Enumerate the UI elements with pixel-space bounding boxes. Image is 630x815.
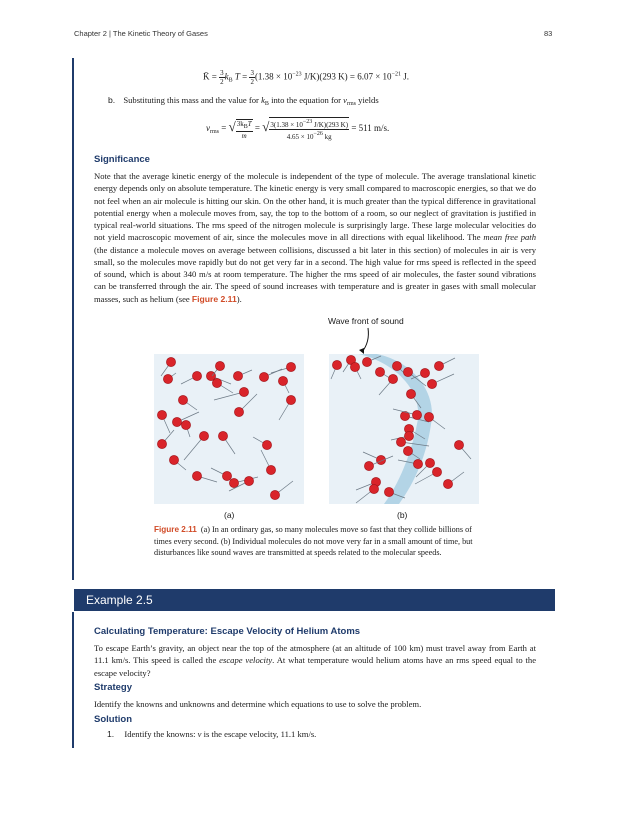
molecule bbox=[157, 410, 166, 419]
molecule bbox=[286, 362, 295, 371]
example-heading: Calculating Temperature: Escape Velocity of Helium Atoms bbox=[94, 626, 361, 637]
t-equals: = bbox=[239, 71, 250, 82]
molecule bbox=[244, 476, 253, 485]
molecule bbox=[215, 361, 224, 370]
figure-link[interactable]: Figure 2.11 bbox=[191, 293, 237, 304]
molecule bbox=[454, 440, 463, 449]
molecule bbox=[364, 461, 373, 470]
molecule bbox=[388, 374, 397, 383]
molecule bbox=[362, 357, 371, 366]
molecule bbox=[178, 395, 187, 404]
molecule bbox=[199, 431, 208, 440]
example-title-bar: Example 2.5 bbox=[74, 589, 555, 611]
wave-front-label: Wave front of sound bbox=[328, 316, 404, 326]
running-header: Chapter 2 | The Kinetic Theory of Gases bbox=[74, 29, 208, 38]
molecule bbox=[403, 446, 412, 455]
molecule bbox=[234, 407, 243, 416]
molecule bbox=[403, 367, 412, 376]
molecule bbox=[192, 371, 201, 380]
molecule bbox=[212, 378, 221, 387]
molecule bbox=[181, 420, 190, 429]
molecule bbox=[420, 368, 429, 377]
example-margin-bar-bottom bbox=[72, 612, 74, 748]
solution-heading: Solution bbox=[94, 714, 132, 725]
molecule bbox=[404, 431, 413, 440]
panel-b-sound-wave bbox=[329, 354, 479, 504]
strategy-heading: Strategy bbox=[94, 682, 133, 693]
significance-heading: Significance bbox=[94, 154, 150, 165]
molecule bbox=[166, 357, 175, 366]
wave-pointer-arrow bbox=[350, 326, 380, 356]
molecule bbox=[375, 367, 384, 376]
molecule bbox=[218, 431, 227, 440]
panel-a-label: (a) bbox=[224, 510, 235, 520]
molecule bbox=[332, 360, 341, 369]
molecule bbox=[278, 376, 287, 385]
significance-paragraph: Note that the average kinetic energy of the molecule is independent of the type of molecule. The average translational kinetic energy depends only on absolute temperature. The kinetic energy is very small compared to macroscopic energies, so that we do not feel when an air molecule is hitting our skin. On the other hand, it is much greater than the typical difference in gravitational potential energy when a molecule moves from, say, the top to the bottom of a room, so our neglect of gravitation is justified in typical real-world situations. The rms speed of the nitrogen molecule is surprisingly large. These large molecular velocities do not yield macroscopic movement of air, since the molecules move in all directions with equal likelihood. The mean free path (the distance a molecule moves on average between collisions, discussed a bit later in this section) of molecules in air is very small, so the molecules move rapidly but do not get very far in a second. The high value for rms speed is reflected in the speed of sound, which is about 340 m/s at room temperature. The higher the rms speed of air molecules, the faster sound vibrations can be transferred through the air. The speed of sound increases with temperature and is greater in gases with small molecular masses, such as helium (see Figure 2.11). bbox=[94, 171, 536, 304]
molecule bbox=[286, 395, 295, 404]
page-number: 83 bbox=[544, 29, 553, 38]
molecule bbox=[434, 361, 443, 370]
panel-b-molecules bbox=[329, 354, 479, 504]
example-problem-paragraph: To escape Earth’s gravity, an object near the top of the atmosphere (at an altitude of 100 km) must travel away from Earth at 11.1 km/s. This speed is called the escape velocity. At what temperature would helium atoms have an rms speed equal to the escape velocity? bbox=[94, 643, 537, 678]
figure-caption: Figure 2.11 (a) In an ordinary gas, so many molecules move so fast that they collide billions of times every second. (b) Individual molecules do not move very far in a small amount of time, but disturbances like sound waves are transmitted at speeds related to the molecular speeds. bbox=[154, 525, 473, 558]
molecule bbox=[432, 467, 441, 476]
molecule bbox=[169, 455, 178, 464]
molecule bbox=[413, 459, 422, 468]
molecule bbox=[222, 471, 231, 480]
example-margin-bar-top bbox=[72, 58, 74, 580]
molecule bbox=[427, 379, 436, 388]
molecule bbox=[384, 487, 393, 496]
molecule bbox=[239, 387, 248, 396]
molecule bbox=[157, 439, 166, 448]
molecule bbox=[392, 361, 401, 370]
molecule bbox=[233, 371, 242, 380]
molecule bbox=[266, 465, 275, 474]
step-b: b. Substituting this mass and the value for $k_B$ into the equation for $v_{rms}$ yields bbox=[108, 95, 379, 107]
molecule bbox=[163, 374, 172, 383]
strategy-paragraph: Identify the knowns and unknowns and determine which equations to use to solve the problem. bbox=[94, 699, 422, 709]
panel-a-molecules bbox=[154, 354, 304, 504]
molecule bbox=[443, 479, 452, 488]
molecule bbox=[192, 471, 201, 480]
molecule bbox=[412, 410, 421, 419]
molecule bbox=[229, 478, 238, 487]
panel-a-ordinary-gas bbox=[154, 354, 304, 504]
molecule bbox=[396, 437, 405, 446]
solution-step-1: 1. Identify the knowns: v is the escape velocity, 11.1 km/s. bbox=[107, 729, 317, 739]
equation-kinetic-energy: K̄ = $\frac{3}{2}$ $k_B$ T = $\frac{3}{2}$ ($1.38 \times 10^{-23}$ J/K)(293 $K) = 6.07 \times 10^{-21}$ J. bbox=[203, 69, 409, 86]
panel-b-label: (b) bbox=[397, 510, 408, 520]
molecule bbox=[262, 440, 271, 449]
molecule bbox=[424, 412, 433, 421]
equation-rms-speed: $v_{rms}$ = √ $\frac{\text{3kBT}}{m}$ = √ $\frac{3(1.38 \times 10-23 J/K)(293 K)}{4.65 \times 10-26 kg}$ = 511 m/s. bbox=[206, 119, 390, 141]
molecule bbox=[270, 490, 279, 499]
molecule bbox=[259, 372, 268, 381]
molecule bbox=[172, 417, 181, 426]
molecule bbox=[350, 362, 359, 371]
molecule bbox=[369, 484, 378, 493]
molecule bbox=[425, 458, 434, 467]
molecule bbox=[406, 389, 415, 398]
